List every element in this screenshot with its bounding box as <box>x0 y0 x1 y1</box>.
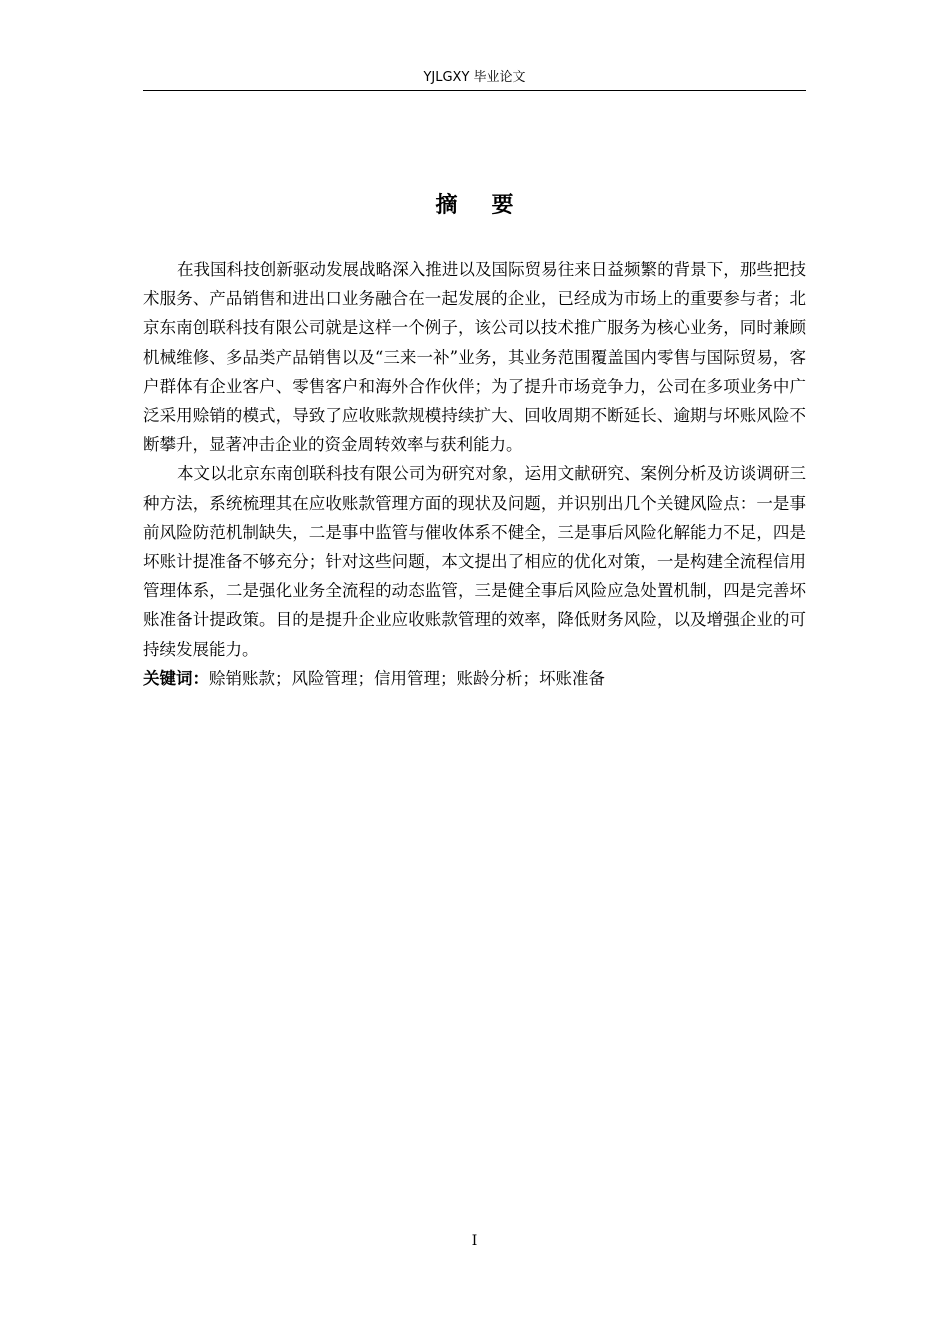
running-header <box>143 66 806 91</box>
abstract-body <box>143 255 806 693</box>
keywords-list: 赊销账款；风险管理；信用管理；账龄分析；坏账准备 <box>209 668 605 688</box>
keywords-line <box>143 664 806 693</box>
keywords-label: 关键词： <box>143 668 209 688</box>
abstract-title: 摘要 <box>435 193 548 218</box>
running-header-title: YJLGXY 毕业论文 <box>423 70 526 85</box>
abstract-paragraph-1: 在我国科技创新驱动发展战略深入推进以及国际贸易往来日益频繁的背景下，那些把技术服务、产品销售和进出口业务融合在一起发展的企业，已经成为市场上的重要参与者；北京东南创联科技有限公司就是这样一个例子，该公司以技术推广服务为核心业务，同时兼顾机械维修、多品类产品销售以及“三来一补”业务，其业务范围覆盖国内零售与国际贸易，客户群体有企业客户、零售客户和海外合作伙伴；为了提升市场竞争力，公司在多项业务中广泛采用赊销的模式，导致了应收账款规模持续扩大、回收周期不断延长、逾期与坏账风险不断攀升，显著冲击企业的资金周转效率与获利能力。 <box>143 260 806 455</box>
page-number: I <box>471 1233 478 1249</box>
abstract-paragraph-2: 本文以北京东南创联科技有限公司为研究对象，运用文献研究、案例分析及访谈调研三种方法，系统梳理其在应收账款管理方面的现状及问题，并识别出几个关键风险点：一是事前风险防范机制缺失，二是事中监管与催收体系不健全，三是事后风险化解能力不足，四是坏账计提准备不够充分；针对这些问题，本文提出了相应的优化对策，一是构建全流程信用管理体系，二是强化业务全流程的动态监管，三是健全事后风险应急处置机制，四是完善坏账准备计提政策。目的是提升企业应收账款管理的效率，降低财务风险，以及增强企业的可持续发展能力。 <box>143 464 806 659</box>
